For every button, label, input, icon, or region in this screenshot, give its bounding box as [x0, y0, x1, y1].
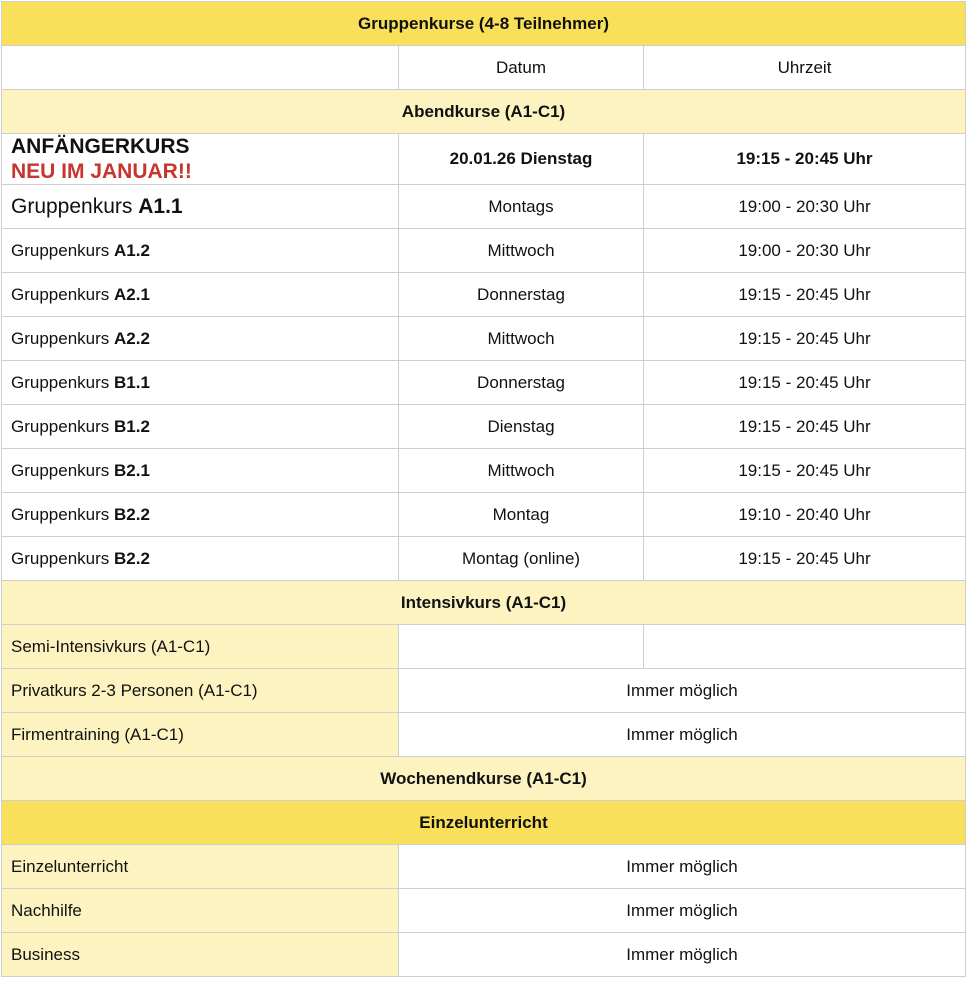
- course-name: [2, 229, 399, 273]
- course-prefix: Gruppenkurs: [11, 372, 114, 392]
- course-time: 19:15 - 20:45 Uhr: [644, 361, 966, 405]
- table-row: [2, 625, 966, 669]
- highlight-course: [2, 134, 399, 185]
- course-day: Mittwoch: [399, 229, 644, 273]
- table-title: Gruppenkurse (4-8 Teilnehmer): [2, 2, 966, 46]
- highlight-time: 19:15 - 20:45 Uhr: [644, 134, 966, 185]
- row-value: Immer möglich: [399, 933, 966, 977]
- course-day: Montag (online): [399, 537, 644, 581]
- row-value: Immer möglich: [399, 845, 966, 889]
- table-row: [2, 845, 966, 889]
- course-time: 19:10 - 20:40 Uhr: [644, 493, 966, 537]
- course-day: Donnerstag: [399, 361, 644, 405]
- course-prefix: Gruppenkurs: [11, 460, 114, 480]
- table-row: [2, 229, 966, 273]
- row-uhrzeit: [644, 625, 966, 669]
- section-row-abend: [2, 90, 966, 134]
- course-day: Montags: [399, 185, 644, 229]
- section-title-abend: Abendkurse (A1-C1): [2, 90, 966, 134]
- course-name: [2, 493, 399, 537]
- table-row: [2, 185, 966, 229]
- course-time: 19:15 - 20:45 Uhr: [644, 537, 966, 581]
- course-name: [2, 537, 399, 581]
- course-prefix: Gruppenkurs: [11, 194, 139, 218]
- course-level: A2.2: [114, 328, 150, 348]
- course-prefix: Gruppenkurs: [11, 548, 114, 568]
- course-day: Dienstag: [399, 405, 644, 449]
- table-row: [2, 889, 966, 933]
- course-time: 19:00 - 20:30 Uhr: [644, 185, 966, 229]
- table-row: [2, 449, 966, 493]
- course-level: A2.1: [114, 284, 150, 304]
- highlight-subtitle: NEU IM JANUAR!!: [11, 160, 192, 183]
- section-row-wochenende: [2, 757, 966, 801]
- table-row: [2, 493, 966, 537]
- title-row: [2, 2, 966, 46]
- row-label: Semi-Intensivkurs (A1-C1): [2, 625, 399, 669]
- course-name: [2, 273, 399, 317]
- table-row: [2, 317, 966, 361]
- course-level: A1.2: [114, 240, 150, 260]
- course-schedule-table: [1, 1, 966, 977]
- table-row: [2, 273, 966, 317]
- course-day: Montag: [399, 493, 644, 537]
- course-day: Mittwoch: [399, 317, 644, 361]
- table-row: [2, 405, 966, 449]
- course-prefix: Gruppenkurs: [11, 328, 114, 348]
- section-title-einzel: Einzelunterricht: [2, 801, 966, 845]
- course-level: B1.2: [114, 416, 150, 436]
- row-label: Firmentraining (A1-C1): [2, 713, 399, 757]
- course-name: [2, 405, 399, 449]
- column-header-uhrzeit: Uhrzeit: [644, 46, 966, 90]
- table-row: [2, 537, 966, 581]
- row-datum: [399, 625, 644, 669]
- course-level: B1.1: [114, 372, 150, 392]
- section-row-einzel: [2, 801, 966, 845]
- highlight-date: 20.01.26 Dienstag: [399, 134, 644, 185]
- course-time: 19:15 - 20:45 Uhr: [644, 273, 966, 317]
- course-day: Mittwoch: [399, 449, 644, 493]
- column-header-row: [2, 46, 966, 90]
- course-name: [2, 185, 399, 229]
- course-level: B2.2: [114, 548, 150, 568]
- course-time: 19:15 - 20:45 Uhr: [644, 317, 966, 361]
- column-header-datum: Datum: [399, 46, 644, 90]
- highlight-row: [2, 134, 966, 185]
- course-time: 19:00 - 20:30 Uhr: [644, 229, 966, 273]
- row-value: Immer möglich: [399, 713, 966, 757]
- course-prefix: Gruppenkurs: [11, 504, 114, 524]
- column-header-course: [2, 46, 399, 90]
- table-row: [2, 933, 966, 977]
- course-prefix: Gruppenkurs: [11, 284, 114, 304]
- course-level: A1.1: [138, 194, 183, 218]
- course-name: [2, 317, 399, 361]
- table-row: [2, 361, 966, 405]
- section-title-intensiv: Intensivkurs (A1-C1): [2, 581, 966, 625]
- course-prefix: Gruppenkurs: [11, 240, 114, 260]
- row-label: Einzelunterricht: [2, 845, 399, 889]
- course-level: B2.1: [114, 460, 150, 480]
- row-value: Immer möglich: [399, 889, 966, 933]
- row-label: Business: [2, 933, 399, 977]
- row-value: Immer möglich: [399, 669, 966, 713]
- course-prefix: Gruppenkurs: [11, 416, 114, 436]
- table-row: [2, 669, 966, 713]
- course-time: 19:15 - 20:45 Uhr: [644, 405, 966, 449]
- course-time: 19:15 - 20:45 Uhr: [644, 449, 966, 493]
- course-name: [2, 361, 399, 405]
- row-label: Nachhilfe: [2, 889, 399, 933]
- course-level: B2.2: [114, 504, 150, 524]
- section-row-intensiv: [2, 581, 966, 625]
- course-day: Donnerstag: [399, 273, 644, 317]
- row-label: Privatkurs 2-3 Personen (A1-C1): [2, 669, 399, 713]
- section-title-wochenende: Wochenendkurse (A1-C1): [2, 757, 966, 801]
- highlight-title: ANFÄNGERKURS: [11, 135, 190, 158]
- course-name: [2, 449, 399, 493]
- table-row: [2, 713, 966, 757]
